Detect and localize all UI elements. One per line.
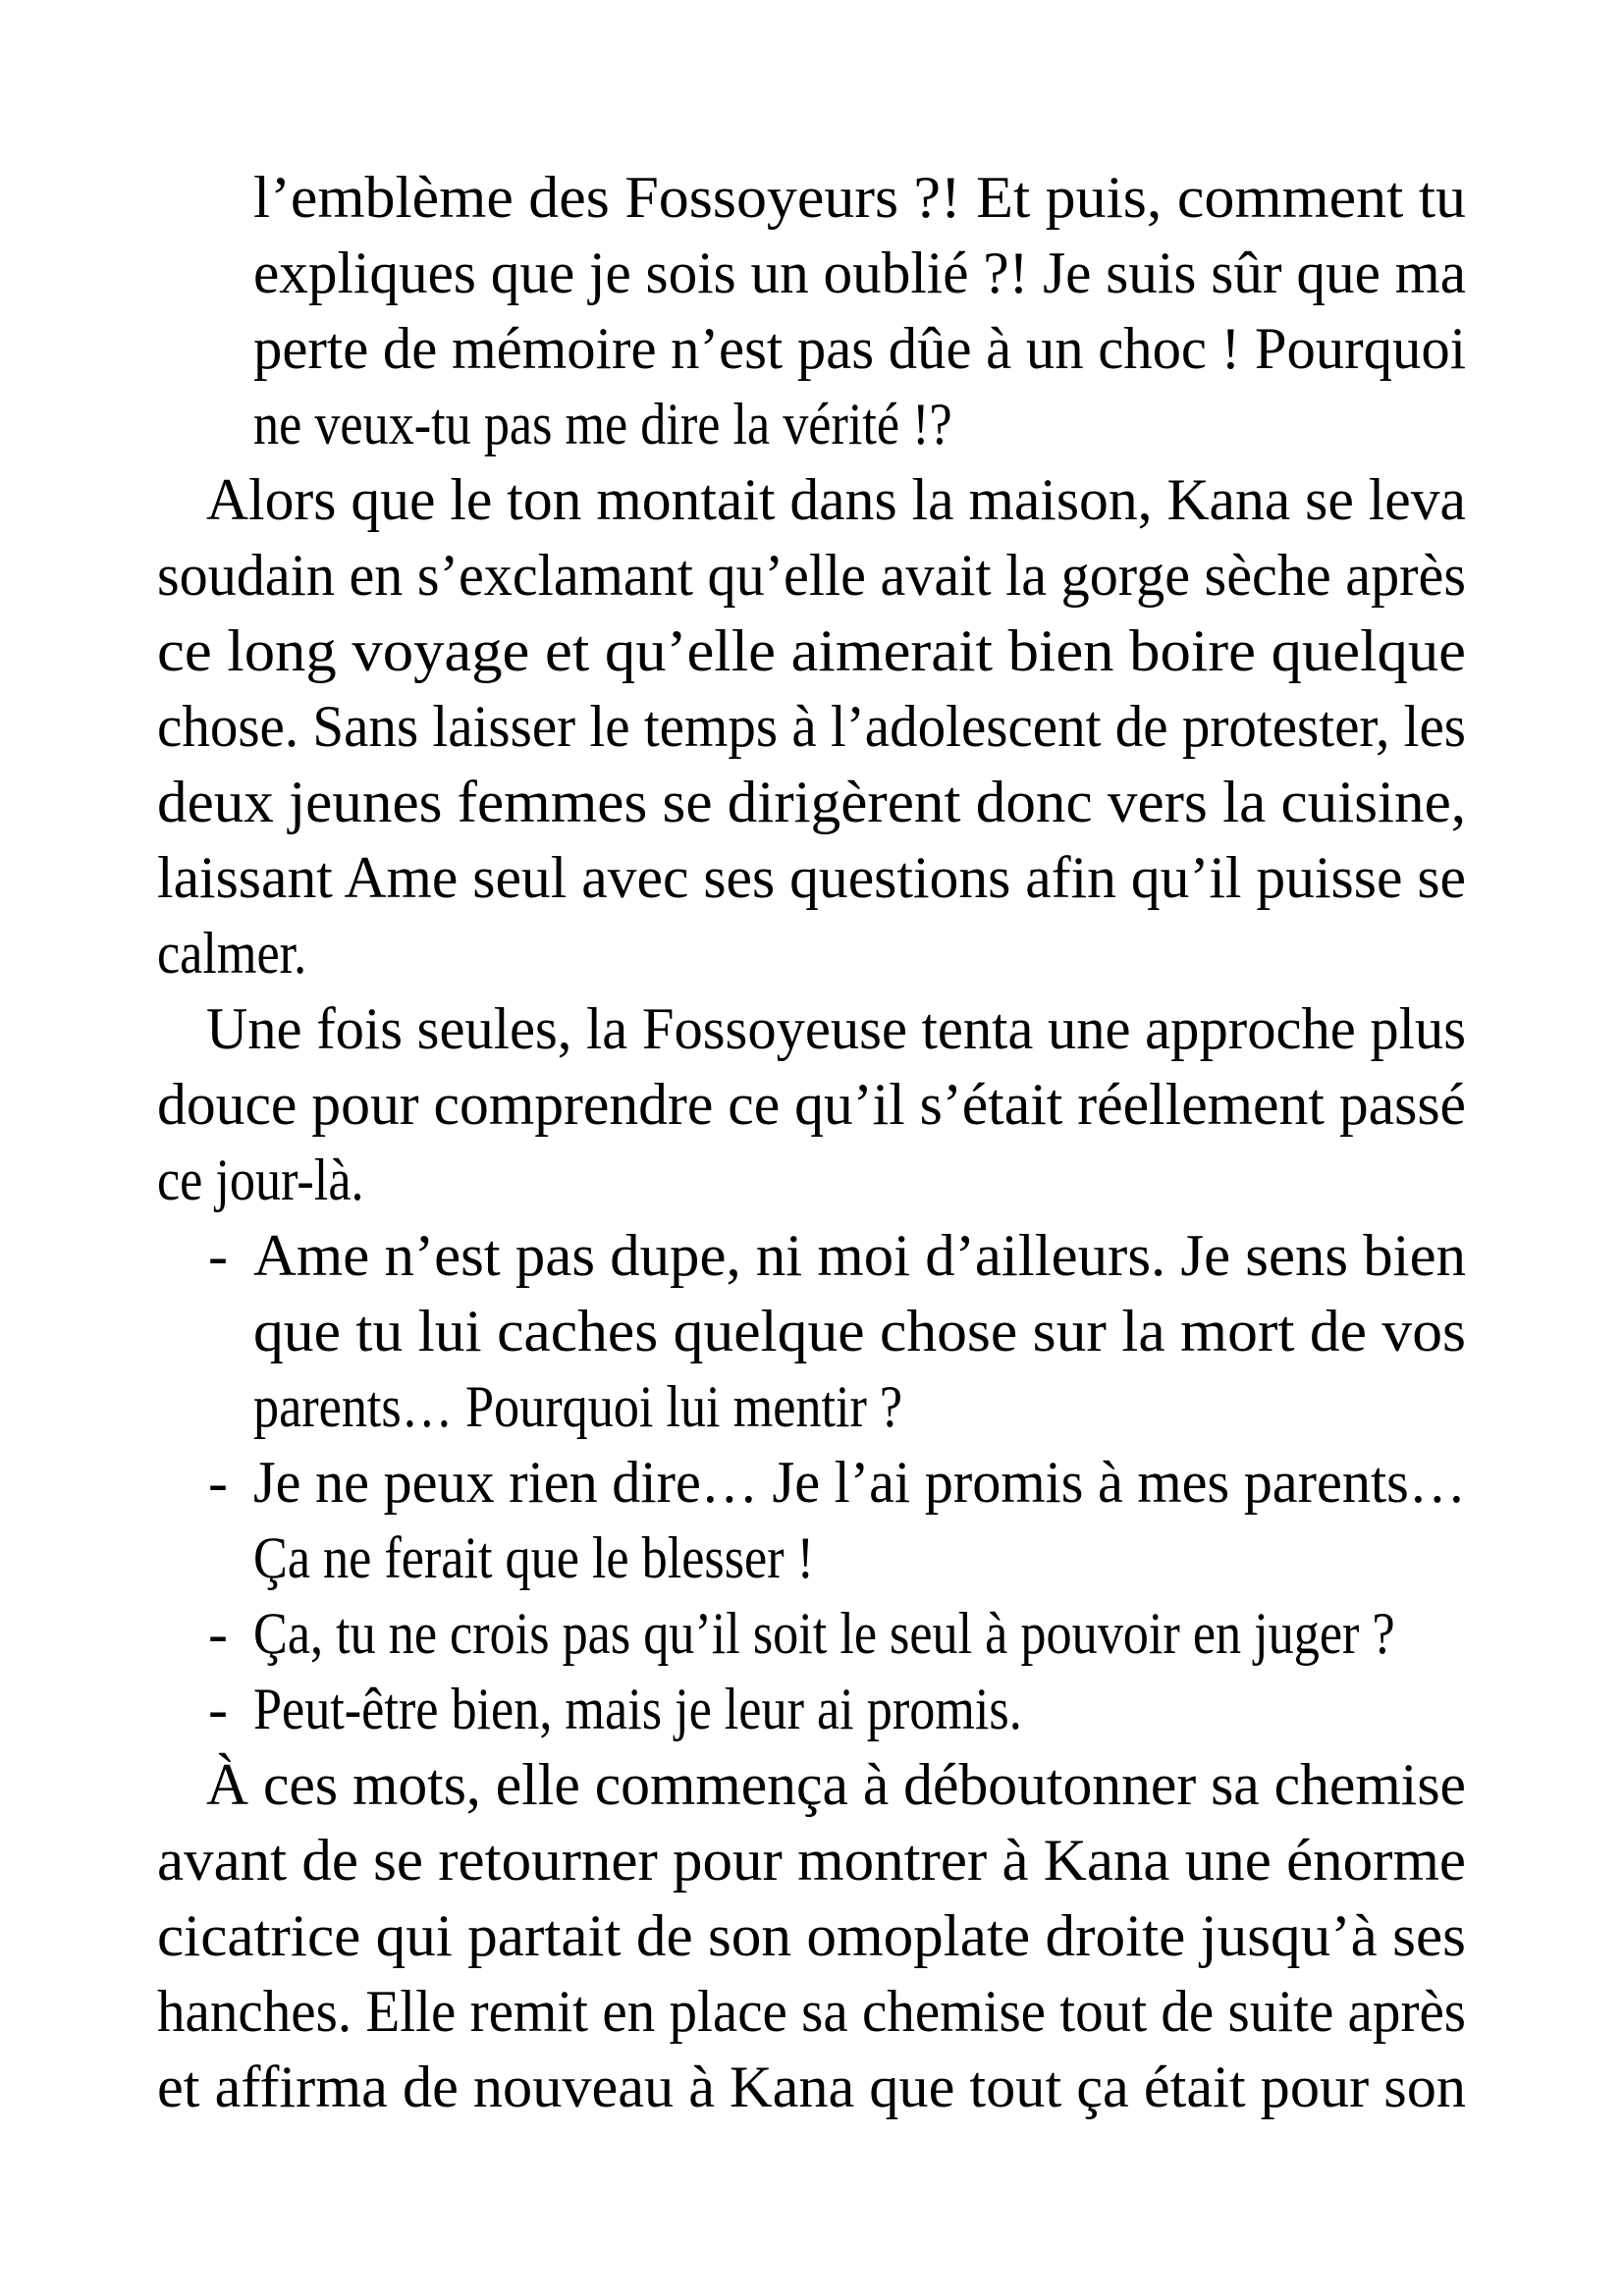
text-line	[157, 311, 1466, 387]
dialogue-dash: -	[208, 1601, 228, 1666]
dialogue	[157, 1445, 1466, 1596]
text-line-content: laissant Ame seul avec ses questions afin qu’il puisse se	[157, 845, 1466, 910]
text-line	[157, 1521, 1466, 1596]
text-line-content: Alors que le ton montait dans la maison, Kana se leva	[206, 467, 1466, 532]
text-line-content: Ame n’est pas dupe, ni moi d’ailleurs. Je sens bien	[253, 1223, 1466, 1288]
text-line	[157, 1294, 1466, 1369]
text-line	[157, 160, 1466, 236]
text-line	[157, 1898, 1466, 1974]
paragraph	[157, 462, 1466, 991]
dialogue	[157, 1596, 1466, 1672]
text-line-content: À ces mots, elle commença à déboutonner sa chemise	[206, 1752, 1466, 1817]
paragraph	[157, 1747, 1466, 2125]
text-line-content: deux jeunes femmes se dirigèrent donc vers la cuisine,	[157, 770, 1467, 834]
text-line	[157, 840, 1466, 916]
text-line	[157, 991, 1466, 1067]
text-line	[157, 1823, 1466, 1898]
paragraph	[157, 991, 1466, 1218]
text-line-content: Peut-être bien, mais je leur ai promis.	[253, 1677, 1022, 1741]
text-line	[157, 2050, 1466, 2125]
text-line-content: l’emblème des Fossoyeurs ?! Et puis, comment tu	[253, 165, 1466, 230]
dialogue	[157, 1672, 1466, 1747]
dialogue-continuation	[157, 160, 1466, 462]
text-line	[157, 462, 1466, 538]
text-line-content: chose. Sans laisser le temps à l’adolescent de protester, les	[157, 694, 1466, 759]
text-line-content: Ça ne ferait que le blesser !	[253, 1525, 815, 1590]
text-line-content: cicatrice qui partait de son omoplate droite jusqu’à ses	[157, 1903, 1466, 1968]
page-text	[157, 160, 1466, 2125]
dialogue-dash: -	[208, 1450, 228, 1515]
text-line	[157, 1218, 1466, 1294]
text-line	[157, 1369, 1466, 1445]
text-line-content: douce pour comprendre ce qu’il s’était réellement passé	[157, 1072, 1466, 1137]
text-line	[157, 1672, 1466, 1747]
dialogue-dash: -	[208, 1677, 228, 1741]
text-line	[157, 689, 1466, 765]
text-line-content: soudain en s’exclamant qu’elle avait la gorge sèche après	[157, 543, 1466, 608]
text-line-content: Ça, tu ne crois pas qu’il soit le seul à pouvoir en juger ?	[253, 1601, 1395, 1666]
text-line	[157, 614, 1466, 689]
text-line	[157, 1747, 1466, 1823]
text-line	[157, 1143, 1466, 1218]
text-line-content: Une fois seules, la Fossoyeuse tenta une approche plus	[206, 996, 1466, 1061]
text-line-content: calmer.	[157, 921, 307, 986]
text-line-content: et affirma de nouveau à Kana que tout ça était pour son	[157, 2055, 1466, 2119]
text-line-content: perte de mémoire n’est pas dûe à un choc ! Pourquoi	[253, 316, 1466, 381]
text-line	[157, 1596, 1466, 1672]
text-line-content: Je ne peux rien dire… Je l’ai promis à mes parents…	[253, 1450, 1466, 1515]
dialogue	[157, 1218, 1466, 1445]
text-line	[157, 538, 1466, 614]
text-line	[157, 387, 1466, 462]
text-line-content: parents… Pourquoi lui mentir ?	[253, 1374, 903, 1439]
dialogue-dash: -	[208, 1223, 228, 1288]
text-line-content: avant de se retourner pour montrer à Kana une énorme	[157, 1828, 1466, 1893]
text-line-content: ce long voyage et qu’elle aimerait bien boire quelque	[157, 618, 1466, 683]
text-line	[157, 1445, 1466, 1521]
text-line-content: ne veux-tu pas me dire la vérité !?	[253, 392, 952, 456]
text-line	[157, 236, 1466, 311]
text-line	[157, 1067, 1466, 1143]
text-line	[157, 765, 1466, 840]
text-line-content: expliques que je sois un oublié ?! Je suis sûr que ma	[253, 240, 1466, 305]
text-line-content: que tu lui caches quelque chose sur la mort de vos	[253, 1299, 1466, 1363]
text-line	[157, 1974, 1466, 2050]
text-line-content: ce jour-là.	[157, 1148, 364, 1212]
text-line-content: hanches. Elle remit en place sa chemise tout de suite après	[157, 1979, 1466, 2044]
text-line	[157, 916, 1466, 991]
